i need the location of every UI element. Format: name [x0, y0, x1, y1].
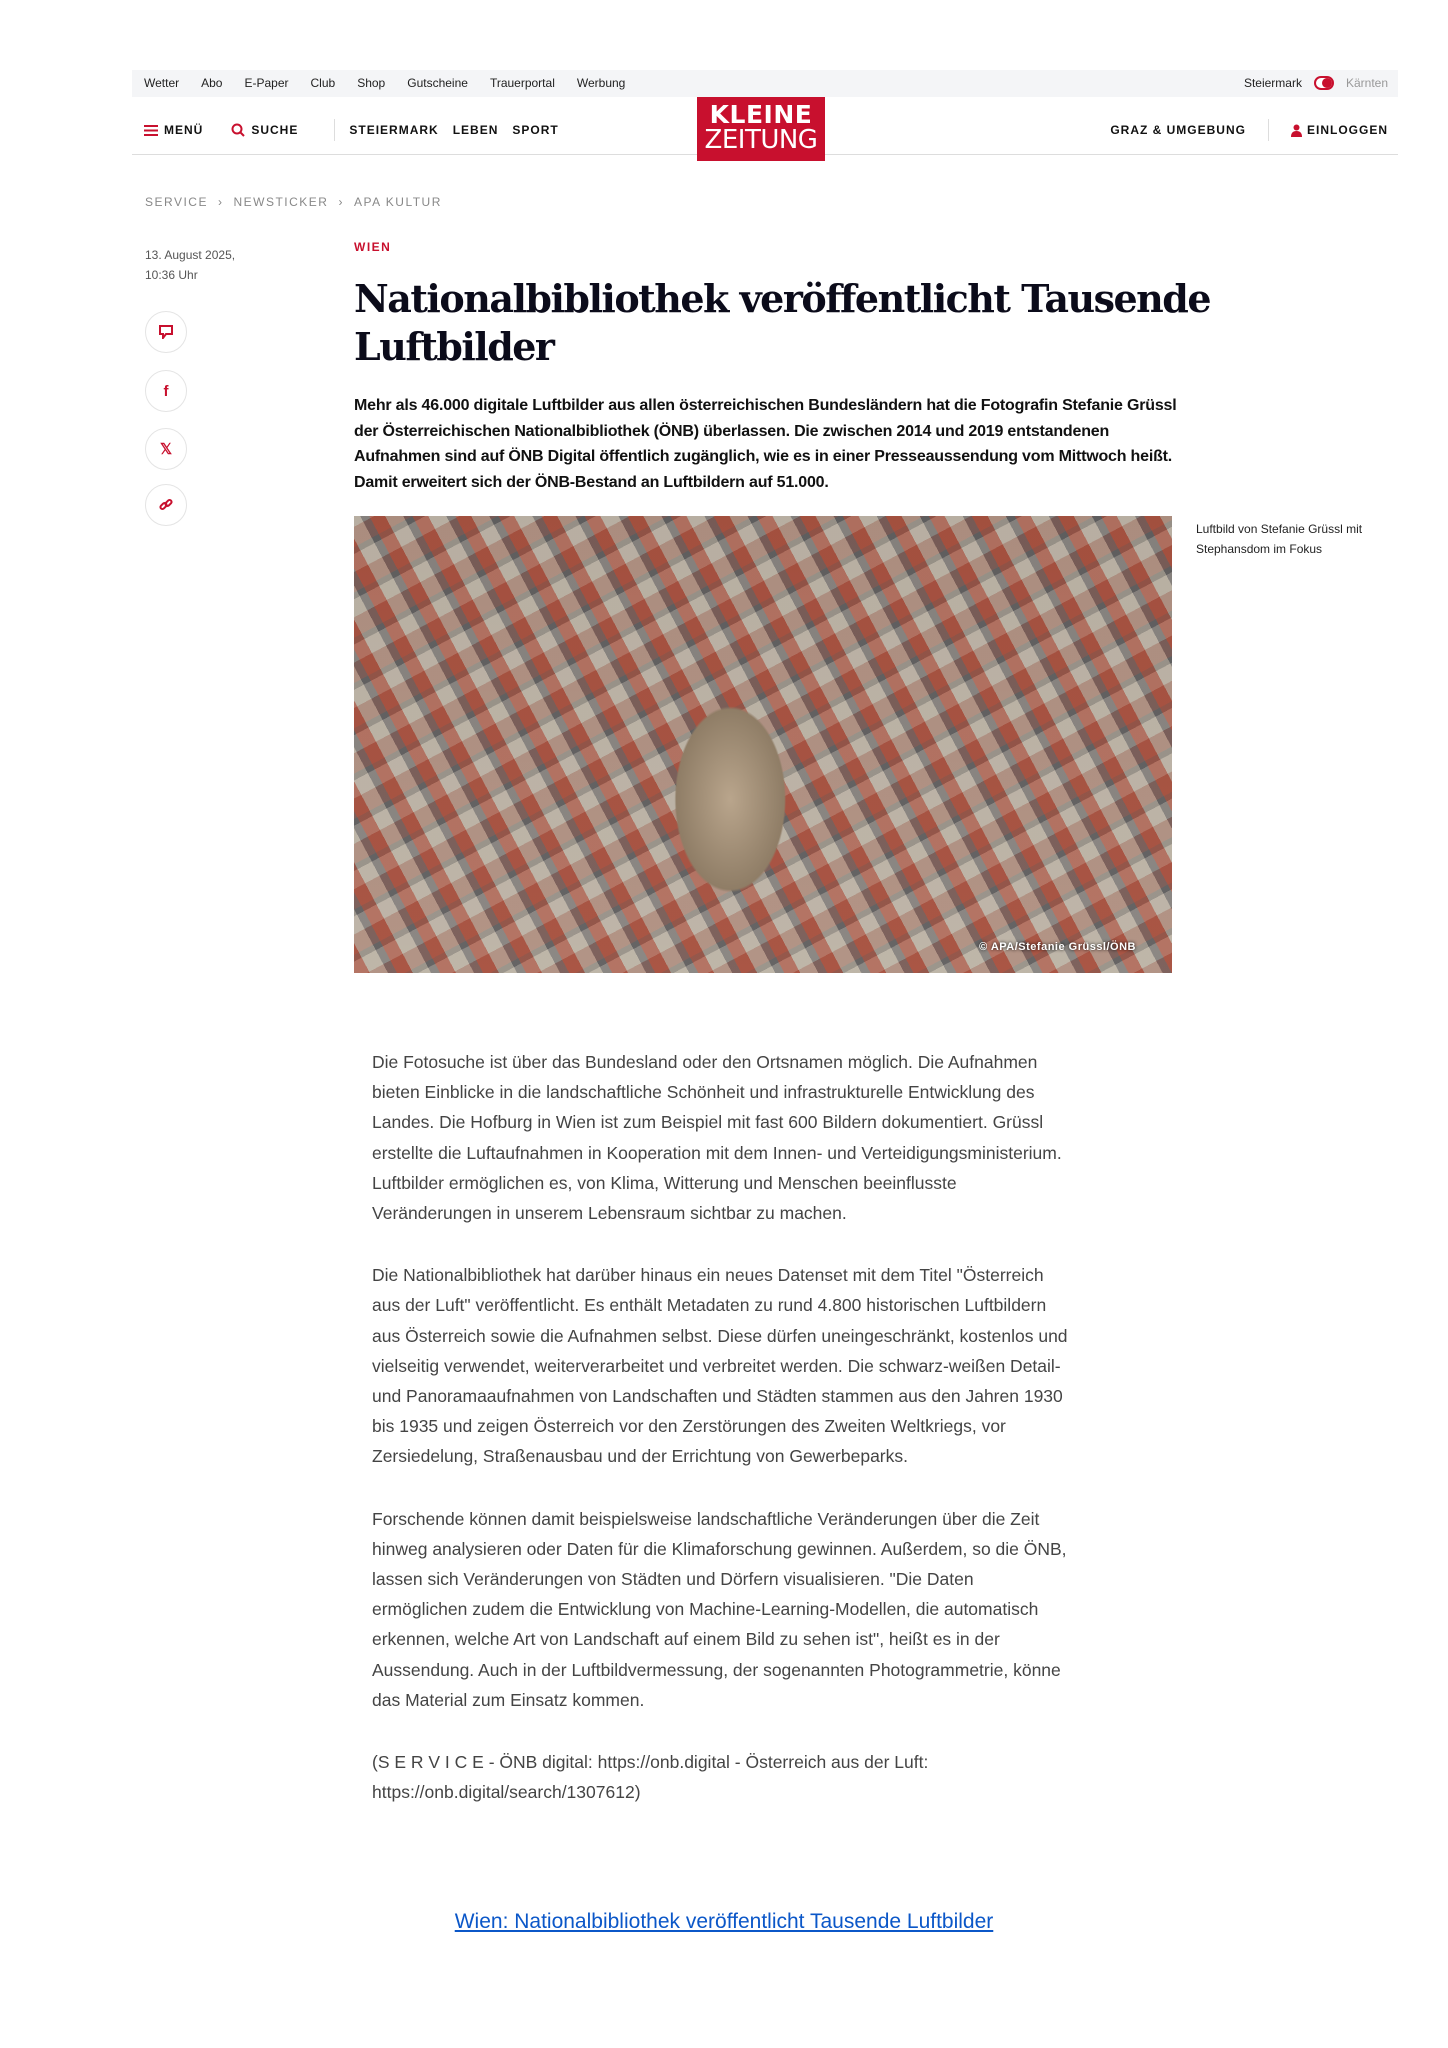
body-paragraph: Forschende können damit beispielsweise landschaftliche Veränderungen über die Zeit hinweg analysieren oder Daten für die Klimaforschung gewinnen. Außerdem, so die ÖNB, lassen sich Veränderungen von Städten und Dörfern visualisieren. "Die Daten ermöglichen zudem die Entwicklung von Machine-Learning-Modellen, die automatisch erkennen, welche Art von Landschaft auf einem Bild zu sehen ist", heißt es in der Aussendung. Auch in der Luftbildvermessung, der sogenannten Photogrammetrie, könne das Material zum Einsatz kommen. [372, 1508, 1067, 1710]
x-share-button[interactable] [145, 428, 187, 470]
nav-sport[interactable]: SPORT [512, 123, 559, 137]
chevron-right-icon: › [217, 195, 224, 209]
region-toggle[interactable] [1314, 76, 1334, 90]
menu-label: MENÜ [164, 123, 204, 137]
publish-date [145, 245, 235, 285]
breadcrumb-service[interactable]: SERVICE [145, 195, 208, 209]
article-lead: Mehr als 46.000 digitale Luftbilder aus allen österreichischen Bundesländern hat die Fotografin Stefanie Grüssl der Österreichischen Nationalbibliothek (ÖNB) überlassen. Die zwischen 2014 und 2019 entstandenen Aufnahmen sind auf ÖNB Digital öffentlich zugänglich, wie es in einer Presseaussendung vom Mittwoch heißt. Damit erweitert sich der ÖNB-Bestand an Luftbildern auf 51.000. [354, 397, 1177, 491]
hamburger-icon [144, 125, 158, 136]
logo-line2: ZEITUNG [704, 125, 818, 155]
kleine-zeitung-logo[interactable] [697, 97, 825, 161]
link-werbung[interactable]: Werbung [576, 76, 626, 90]
facebook-icon: f [163, 382, 169, 400]
nav-graz-umgebung[interactable]: GRAZ & UMGEBUNG [1110, 123, 1246, 137]
link-trauerportal[interactable]: Trauerportal [489, 76, 555, 90]
region-kaernten[interactable]: Kärnten [1345, 76, 1388, 90]
nav-divider [334, 119, 335, 141]
breadcrumb-newsticker[interactable]: NEWSTICKER [233, 195, 329, 209]
body-paragraph: Die Fotosuche ist über das Bundesland oder den Ortsnamen möglich. Die Aufnahmen bieten Einblicke in die landschaftliche Schönheit und infrastrukturelle Entwicklung des Landes. Die Hofburg in Wien ist zum Beispiel mit fast 600 Bildern dokumentiert. Grüssl erstellte die Luftaufnahmen in Kooperation mit dem Innen- und Verteidigungsministerium. Luftbilder ermöglichen es, von Klima, Witterung und Menschen beeinflusste Veränderungen in unserem Lebensraum sichtbar zu machen. [372, 1052, 1062, 1224]
link-icon [159, 498, 173, 512]
nav-divider [1268, 119, 1269, 141]
date-text: 13. August 2025, [145, 248, 236, 262]
facebook-share-button[interactable] [145, 370, 187, 412]
article-kicker: WIEN [354, 240, 392, 254]
image-credit: © APA/Stefanie Grüssl/ÖNB [979, 941, 1136, 953]
comment-icon [159, 325, 173, 339]
link-epaper[interactable]: E-Paper [244, 76, 289, 90]
chevron-right-icon: › [338, 195, 344, 209]
search-label: SUCHE [251, 123, 299, 137]
x-icon: 𝕏 [159, 441, 173, 458]
menu-button[interactable] [144, 123, 217, 137]
article-image-aerial-vienna[interactable] [354, 516, 1172, 973]
nav-leben[interactable]: LEBEN [452, 123, 499, 137]
search-button[interactable] [231, 123, 312, 137]
search-icon [231, 123, 245, 137]
login-button[interactable] [1291, 123, 1388, 137]
link-shop[interactable]: Shop [357, 76, 386, 90]
service-paragraph: (S E R V I C E - ÖNB digital: https://onb.digital - Österreich aus der Luft: https://onb.digital/search/1307612) [372, 1752, 929, 1803]
time-text: 10:36 Uhr [145, 268, 198, 282]
source-link-container [0, 1910, 1448, 1934]
top-utility-bar [132, 70, 1398, 97]
breadcrumb-apa-kultur[interactable]: APA KULTUR [353, 195, 442, 209]
body-paragraph: Die Nationalbibliothek hat darüber hinaus ein neues Datenset mit dem Titel "Österreich aus der Luft" veröffentlicht. Es enthält Metadaten zu rund 4.800 historischen Luftbildern aus Österreich sowie die Aufnahmen selbst. Diese dürfen uneingeschränkt, kostenlos und vielseitig verwendet, weiterverarbeitet und verbreitet werden. Die schwarz-weißen Detail- und Panoramaaufnahmen von Landschaften und Städten stammen aus den Jahren 1930 bis 1935 und zeigen Österreich vor den Zerstörungen des Zweiten Weltkriegs, vor Zersiedelung, Straßenausbau und der Errichtung von Gewerbeparks. [372, 1265, 1068, 1467]
user-icon [1291, 124, 1302, 137]
copy-link-button[interactable] [145, 484, 187, 526]
image-caption: Luftbild von Stefanie Grüssl mit Stephansdom im Fokus [1196, 522, 1363, 556]
link-club[interactable]: Club [310, 76, 336, 90]
article-title: Nationalbibliothek veröffentlicht Tausende Luftbilder [354, 276, 1211, 369]
region-steiermark[interactable]: Steiermark [1243, 76, 1302, 90]
comment-button[interactable] [145, 311, 187, 353]
link-abo[interactable]: Abo [201, 76, 223, 90]
source-article-link[interactable]: Wien: Nationalbibliothek veröffentlicht Tausende Luftbilder [454, 1910, 994, 1933]
logo-line1: KLEINE [709, 100, 813, 129]
breadcrumb [145, 195, 442, 209]
nav-steiermark[interactable]: STEIERMARK [349, 123, 439, 137]
article-body [372, 1047, 1072, 1807]
link-wetter[interactable]: Wetter [144, 76, 180, 90]
login-label: EINLOGGEN [1306, 123, 1388, 137]
utility-links [144, 76, 625, 90]
link-gutscheine[interactable]: Gutscheine [407, 76, 468, 90]
region-switch [1244, 76, 1388, 90]
